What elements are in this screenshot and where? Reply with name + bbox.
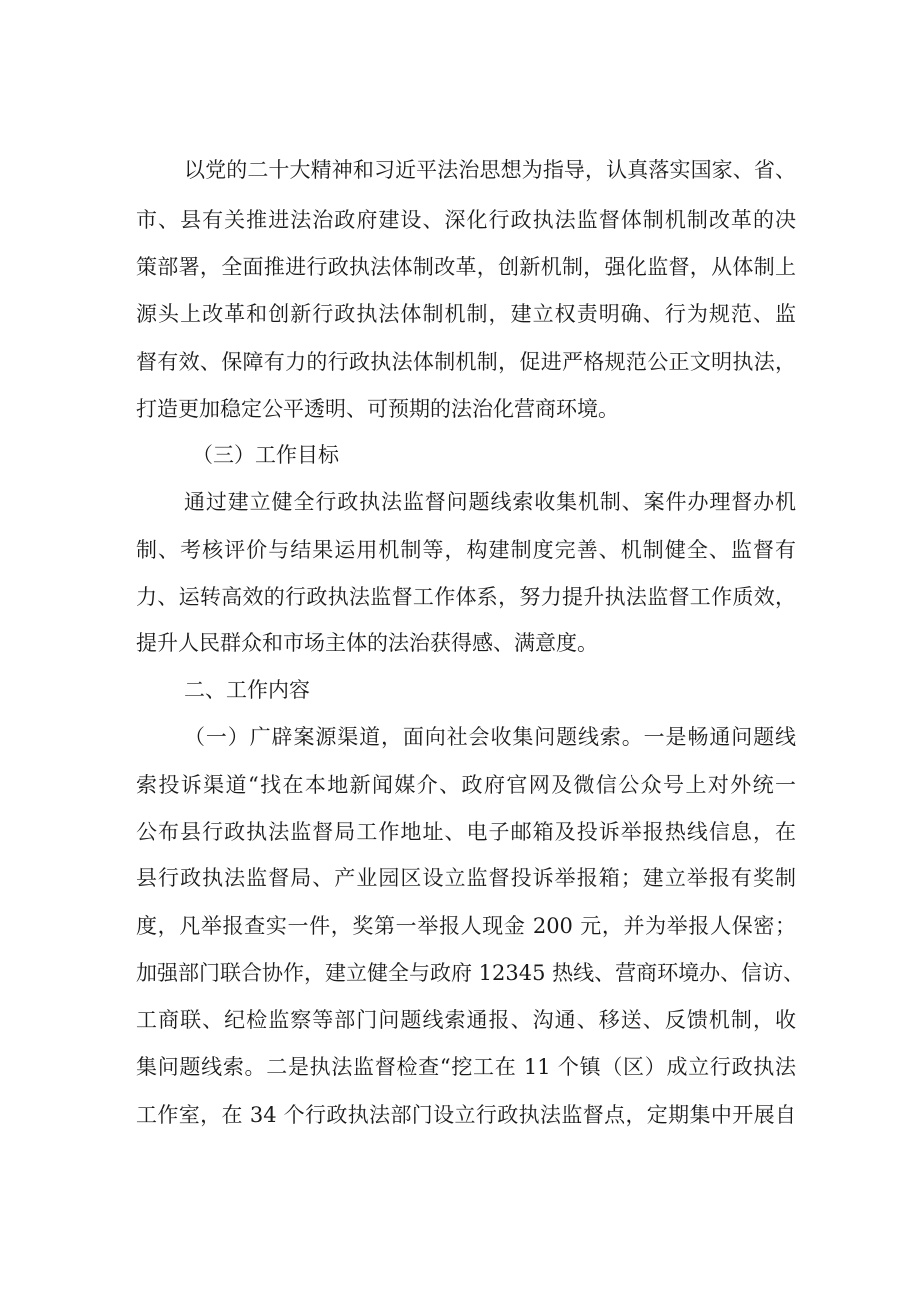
guiding-paragraph-line: 督有效、保障有力的行政执法体制机制，促进严格规范公正文明执法， [136,350,796,374]
goal-paragraph-line: 制、考核评价与结果运用机制等，构建制度完善、机制健全、监督有 [136,538,796,562]
content-paragraph-line: 工作室，在 34 个行政执法部门设立行政执法监督点，定期集中开展自 [136,1103,796,1127]
guiding-paragraph-line: 市、县有关推进法治政府建设、深化行政执法监督体制机制改革的决 [136,208,796,232]
guiding-paragraph-line: 以党的二十大精神和习近平法治思想为指导，认真落实国家、省、 [184,158,796,182]
content-paragraph-line: 集问题线索。二是执法监督检查“挖工在 11 个镇（区）成立行政执法 [136,1055,796,1079]
goal-paragraph-line: 力、运转高效的行政执法监督工作体系，努力提升执法监督工作质效， [136,585,796,609]
goal-paragraph-line: 提升人民群众和市场主体的法治获得感、满意度。 [136,631,598,655]
content-paragraph-line: 工商联、纪检监察等部门问题线索通报、沟通、移送、反馈机制，收 [136,1008,796,1032]
content-paragraph-line: （一）广辟案源渠道，面向社会收集问题线索。一是畅通问题线 [184,725,796,749]
content-paragraph-line: 公布县行政执法监督局工作地址、电子邮箱及投诉举报热线信息，在 [136,820,796,844]
content-paragraph-line: 度，凡举报查实一件，奖第一举报人现金 200 元，并为举报人保密； [136,914,796,938]
content-paragraph-line: 县行政执法监督局、产业园区设立监督投诉举报箱；建立举报有奖制 [136,866,796,890]
guiding-paragraph-line: 打造更加稳定公平透明、可预期的法治化营商环境。 [136,397,619,421]
goal-paragraph-line: 通过建立健全行政执法监督问题线索收集机制、案件办理督办机 [184,490,796,514]
section-heading-content: 二、工作内容 [184,678,310,702]
section-heading-goal: （三）工作目标 [192,443,339,467]
guiding-paragraph-line: 源头上改革和创新行政执法体制机制，建立权责明确、行为规范、监 [136,302,796,326]
content-paragraph-line: 索投诉渠道“找在本地新闻媒介、政府官网及微信公众号上对外统一 [136,773,796,797]
guiding-paragraph-line: 策部署，全面推进行政执法体制改革，创新机制，强化监督，从体制上 [136,255,796,279]
content-paragraph-line: 加强部门联合协作，建立健全与政府 12345 热线、营商环境办、信访、 [136,961,805,985]
